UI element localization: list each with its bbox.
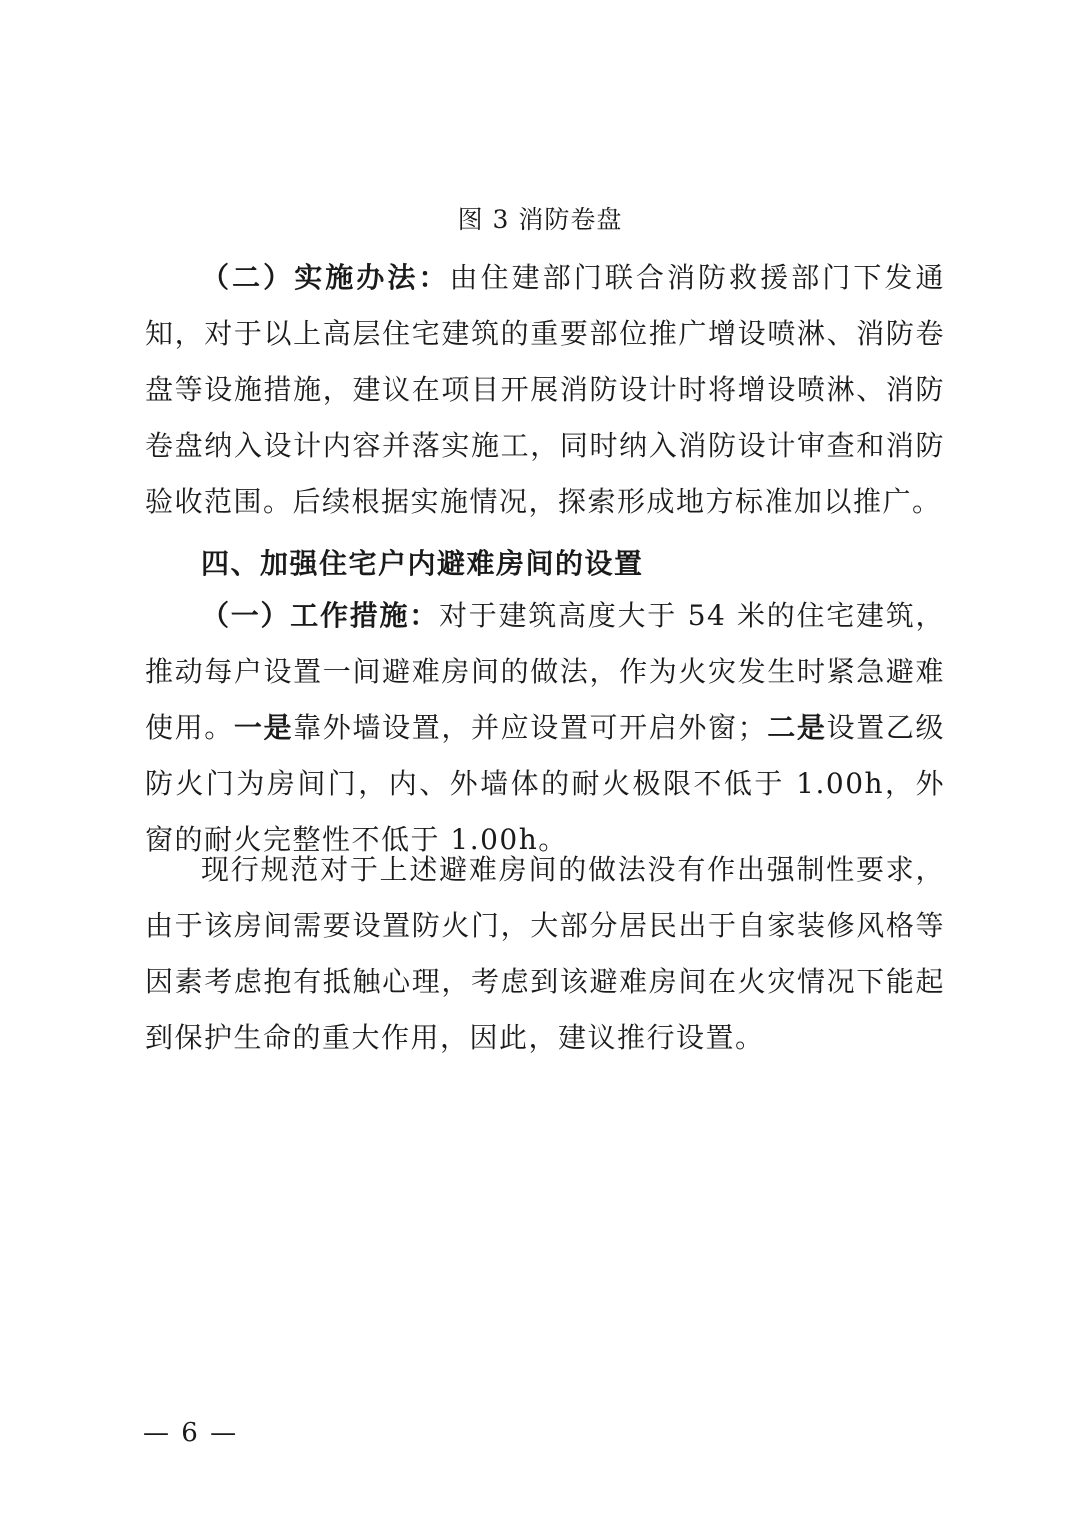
section-heading-refuge-room: 四、加强住宅户内避难房间的设置	[201, 547, 644, 580]
work-measures-text-a: 对于建筑高度大于 54 米的住宅建筑，推动每户设置一间避难房间的做法，作为火灾发生时紧急避难使用。	[145, 599, 945, 744]
paragraph-current-code: 现行规范对于上述避难房间的做法没有作出强制性要求，由于该房间需要设置防火门，大部分居民出于自家装修风格等因素考虑抱有抵触心理，考虑到该避难房间在火灾情况下能起到保护生命的重大作用，因此，建议推行设置。	[145, 853, 945, 1054]
figure-caption: 图 3 消防卷盘	[457, 205, 623, 234]
work-measures-bold-second: 二是	[767, 711, 827, 744]
work-measures-bold-first: 一是	[233, 711, 294, 744]
implementation-method-text: 由住建部门联合消防救援部门下发通知，对于以上高层住宅建筑的重要部位推广增设喷淋、消防卷盘等设施措施，建议在项目开展消防设计时将增设喷淋、消防卷盘纳入设计内容并落实施工，同时纳入消防设计审查和消防验收范围。后续根据实施情况，探索形成地方标准加以推广。	[145, 261, 945, 518]
implementation-method-label: （二）实施办法：	[201, 261, 450, 294]
work-measures-label: （一）工作措施：	[201, 599, 440, 632]
work-measures-text-c: 设置乙级防火门为房间门，内、外墙体的耐火极限不低于 1.00h，外窗的耐火完整性不低于 1.00h。	[145, 711, 945, 856]
work-measures-text-b: 靠外墙设置，并应设置可开启外窗；	[293, 711, 768, 744]
paragraph-work-measures	[145, 588, 945, 868]
paragraph-implementation-method	[145, 250, 945, 530]
page-number: — 6 —	[143, 1418, 239, 1448]
